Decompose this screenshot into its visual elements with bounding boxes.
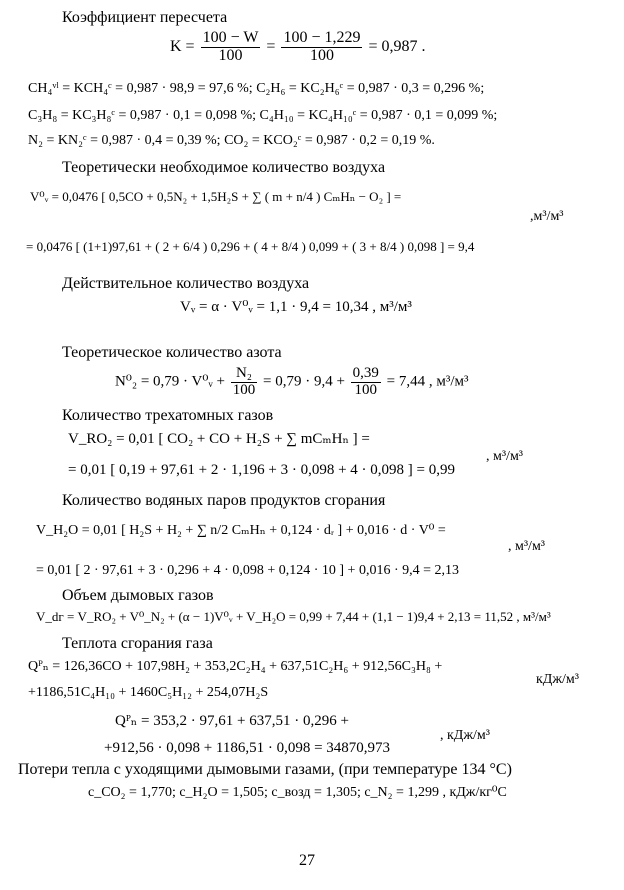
- page-number: 27: [299, 852, 315, 869]
- equation-n2: N₂ = KN₂ᶜ = 0,987 · 0,4 = 0,39 %; CO₂ = KCO₂ᶜ = 0,987 · 0,2 = 0,19 %.: [28, 133, 435, 148]
- n2-fraction-2: $\frac{0,39}{100}$: [352, 365, 379, 398]
- equation-ch4: CH₄ᵛˡ = KCH₄ᶜ = 0,987 · 98,9 = 97,6 %; C₂H₆ = KC₂H₆ᶜ = 0,987 · 0,3 = 0,296 %;: [28, 81, 485, 96]
- n2-fraction-1: $\frac{\text{N₂}}{100}$: [232, 365, 256, 398]
- equation-n2-air: [115, 366, 469, 399]
- n2-result: = 7,44 , м³/м³: [386, 373, 469, 390]
- equation-vair-2: = 0,0476 [ (1+1)97,61 + ( 2 + 6/4 ) 0,296 + ( 4 + 8/4 ) 0,099 + ( 3 + 8/4 ) 0,098 ] = 9,4: [26, 239, 475, 254]
- heading-water: Количество водяных паров продуктов сгорания: [62, 492, 386, 509]
- k-fraction-1: $\frac{100 - W}{100}$: [202, 29, 259, 64]
- vh2o-unit: , м³/м³: [508, 539, 546, 554]
- equation-k: K = $\frac{100 - W}{100}$ = $\frac{100 - 1,229}{100}$ = 0,987 .: [170, 29, 426, 64]
- n2-mid: = 0,79 · 9,4 +: [262, 373, 345, 390]
- heading-flue-volume: Объем дымовых газов: [62, 587, 214, 604]
- equation-heat-capacity: c_CO₂ = 1,770; c_H₂O = 1,505; c_возд = 1,305; c_N₂ = 1,299 , кДж/кг⁰С: [88, 785, 507, 800]
- k-lhs: K =: [170, 37, 195, 55]
- heading-theor-air: Теоретически необходимое количество воздуха: [62, 159, 386, 176]
- k-fraction-2: $\frac{100 - 1,229}{100}$: [283, 29, 361, 64]
- equation-vro2-1: V_RO₂ = 0,01 [ CO₂ + CO + H₂S + ∑ mCₘHₙ ] =: [68, 431, 370, 447]
- q4-unit: , кДж/м³: [440, 728, 490, 743]
- equation-c3h8: C₃H₈ = KC₃H₈ᶜ = 0,987 · 0,1 = 0,098 %; C₄H₁₀ = KC₄H₁₀ᶜ = 0,987 · 0,1 = 0,099 %;: [28, 108, 498, 123]
- k-result: = 0,987 .: [368, 37, 426, 55]
- equation-vact: Vᵥ = α · V⁰ᵥ = 1,1 · 9,4 = 10,34 , м³/м³: [180, 299, 412, 315]
- heading-heat: Теплота сгорания газа: [62, 635, 213, 652]
- equation-vro2-2: = 0,01 [ 0,19 + 97,61 + 2 · 1,196 + 3 · 0,098 + 4 · 0,098 ] = 0,99: [68, 462, 455, 478]
- heading-heat-loss: Потери тепла с уходящими дымовыми газами, (при температуре 134 °С): [18, 761, 512, 778]
- equation-vair-1: V⁰ᵥ = 0,0476 [ 0,5CO + 0,5N₂ + 1,5H₂S + ∑ ( m + n/4 ) CₘHₙ − O₂ ] =: [30, 189, 402, 204]
- equation-q-3: Qᴾₙ = 353,2 · 97,61 + 637,51 · 0,296 +: [115, 713, 349, 729]
- heading-theor-n2: Теоретическое количество азота: [62, 344, 282, 361]
- equation-vh2o-2: = 0,01 [ 2 · 97,61 + 3 · 0,296 + 4 · 0,098 + 0,124 · 10 ] + 0,016 · 9,4 = 2,13: [36, 563, 460, 578]
- equation-q-1: Qᴾₙ = 126,36CO + 107,98H₂ + 353,2C₂H₄ + 637,51C₂H₆ + 912,56C₃H₈ +: [28, 659, 443, 674]
- equation-q-2: +1186,51C₄H₁₀ + 1460C₅H₁₂ + 254,07H₂S: [28, 685, 269, 700]
- n2-lhs: N⁰₂ = 0,79 · V⁰ᵥ +: [115, 373, 225, 390]
- heading-recalc: Коэффициент пересчета: [62, 9, 228, 26]
- equation-vdg: V_dг = V_RO₂ + V⁰_N₂ + (α − 1)V⁰ᵥ + V_H₂O = 0,99 + 7,44 + (1,1 − 1)9,4 + 2,13 = 11,52 , м³/м³: [36, 609, 551, 624]
- heading-actual-air: Действительное количество воздуха: [62, 275, 310, 292]
- vair-unit: ,м³/м³: [530, 209, 564, 224]
- q-unit: кДж/м³: [536, 672, 579, 687]
- vro2-unit: , м³/м³: [486, 449, 524, 464]
- equation-q-4: +912,56 · 0,098 + 1186,51 · 0,098 = 34870,973: [104, 740, 391, 756]
- equation-vh2o-1: V_H₂O = 0,01 [ H₂S + H₂ + ∑ n/2 CₘHₙ + 0,124 · dᵣ ] + 0,016 · d · V⁰ =: [36, 523, 446, 538]
- heading-triatomic: Количество трехатомных газов: [62, 407, 274, 424]
